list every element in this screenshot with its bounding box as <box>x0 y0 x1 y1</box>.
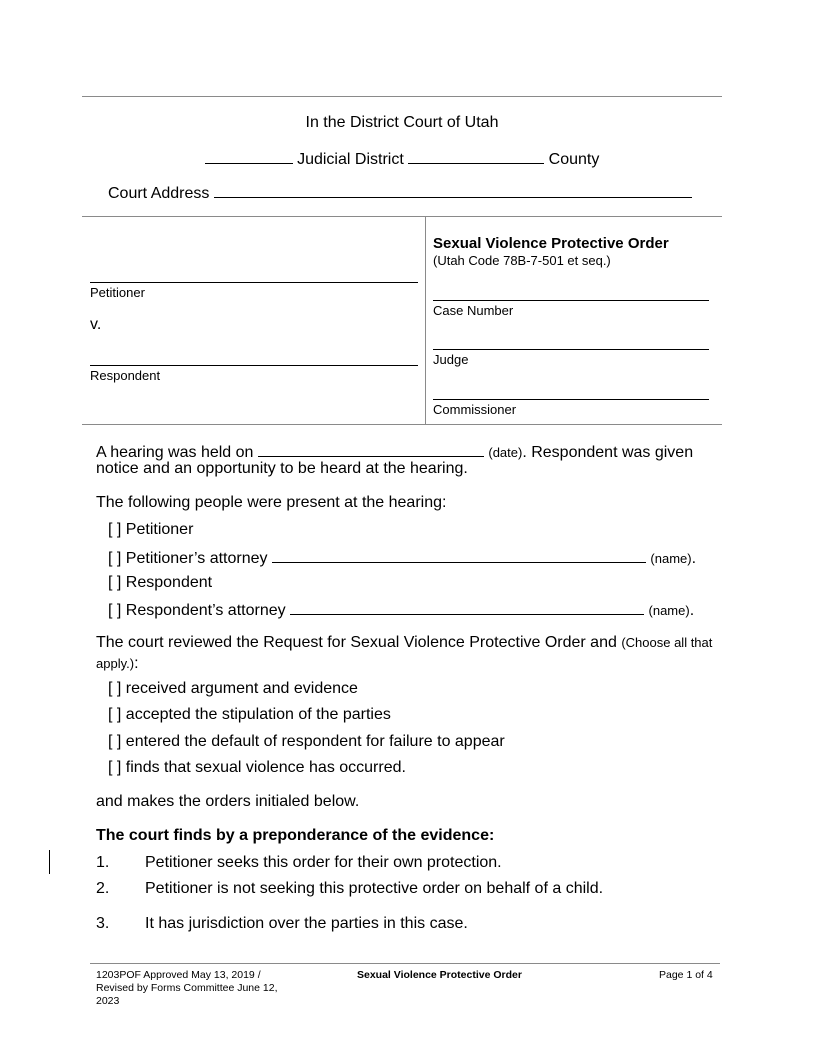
judge-label: Judge <box>433 352 469 367</box>
review-item-4: [ ] finds that sexual violence has occurred. <box>108 759 406 776</box>
footer-page-number: Page 1 of 4 <box>659 969 713 981</box>
respondent-attorney-name-blank[interactable] <box>290 600 644 615</box>
case-number-line[interactable] <box>433 300 709 301</box>
hearing-line-1: A hearing was held on (date). Respondent was given <box>96 444 694 461</box>
footer-form-info: 1203POF Approved May 13, 2019 / Revised by Forms Committee June 12, 2023 <box>96 969 278 1007</box>
finding-2-number: 2. <box>96 880 110 897</box>
text-cursor <box>49 850 50 874</box>
name-hint: (name) <box>650 551 692 566</box>
county-label: County <box>548 151 600 168</box>
court-address-label: Court Address <box>108 185 210 202</box>
top-rule <box>82 96 722 97</box>
findings-heading: The court finds by a preponderance of the evidence: <box>96 827 495 844</box>
review-line-1: The court reviewed the Request for Sexual Violence Protective Order and (Choose all that <box>96 634 713 651</box>
checkbox[interactable]: [ ] <box>108 521 122 538</box>
present-respondent-item: [ ] Respondent <box>108 574 213 591</box>
judge-line[interactable] <box>433 349 709 350</box>
choose-hint: (Choose all that <box>621 635 713 650</box>
footer-rule <box>90 963 720 964</box>
orders-text: and makes the orders initialed below. <box>96 793 360 810</box>
caption-bottom-rule <box>82 424 722 425</box>
checkbox[interactable]: [ ] <box>108 759 122 776</box>
district-county-line <box>82 149 722 169</box>
finding-1-number: 1. <box>96 854 110 871</box>
name-hint: (name) <box>648 603 690 618</box>
petitioner-line[interactable] <box>90 282 418 283</box>
checkbox[interactable]: [ ] <box>108 706 122 723</box>
checkbox[interactable]: [ ] <box>108 733 122 750</box>
checkbox[interactable]: [ ] <box>108 680 122 697</box>
review-line-2: apply.): <box>96 655 139 672</box>
footer-title: Sexual Violence Protective Order <box>357 969 522 981</box>
review-item-1: [ ] received argument and evidence <box>108 680 358 697</box>
review-item-3: [ ] entered the default of respondent for failure to appear <box>108 733 505 750</box>
case-number-label: Case Number <box>433 303 514 318</box>
checkbox[interactable]: [ ] <box>108 550 122 567</box>
district-blank[interactable] <box>205 149 293 164</box>
petitioner-label: Petitioner <box>90 285 145 300</box>
present-intro: The following people were present at the hearing: <box>96 494 447 511</box>
court-title: In the District Court of Utah <box>305 114 499 131</box>
finding-2-text: Petitioner is not seeking this protective order on behalf of a child. <box>145 880 604 897</box>
court-address-blank[interactable] <box>214 183 692 198</box>
county-blank[interactable] <box>408 149 544 164</box>
caption-divider <box>425 216 426 424</box>
court-address-line <box>108 183 692 203</box>
present-petitioner-attorney-item: [ ] Petitioner’s attorney (name). <box>108 550 697 567</box>
hearing-line-2: notice and an opportunity to be heard at the hearing. <box>96 460 468 477</box>
caption-top-rule <box>82 216 722 217</box>
code-reference: (Utah Code 78B-7-501 et seq.) <box>433 253 611 268</box>
present-petitioner-item: [ ] Petitioner <box>108 521 194 538</box>
review-item-2: [ ] accepted the stipulation of the parties <box>108 706 391 723</box>
respondent-label: Respondent <box>90 368 161 383</box>
checkbox[interactable]: [ ] <box>108 602 122 619</box>
versus-text: v. <box>90 316 102 333</box>
finding-3-number: 3. <box>96 915 110 932</box>
finding-3-text: It has jurisdiction over the parties in this case. <box>145 915 468 932</box>
hearing-date-blank[interactable] <box>258 442 484 457</box>
finding-1-text: Petitioner seeks this order for their own protection. <box>145 854 502 871</box>
respondent-line[interactable] <box>90 365 418 366</box>
order-title: Sexual Violence Protective Order <box>433 235 669 252</box>
checkbox[interactable]: [ ] <box>108 574 122 591</box>
judicial-district-label: Judicial District <box>297 151 404 168</box>
present-respondent-attorney-item: [ ] Respondent’s attorney (name). <box>108 602 695 619</box>
date-hint: (date) <box>488 445 523 460</box>
petitioner-attorney-name-blank[interactable] <box>272 548 646 563</box>
commissioner-label: Commissioner <box>433 402 517 417</box>
commissioner-line[interactable] <box>433 399 709 400</box>
